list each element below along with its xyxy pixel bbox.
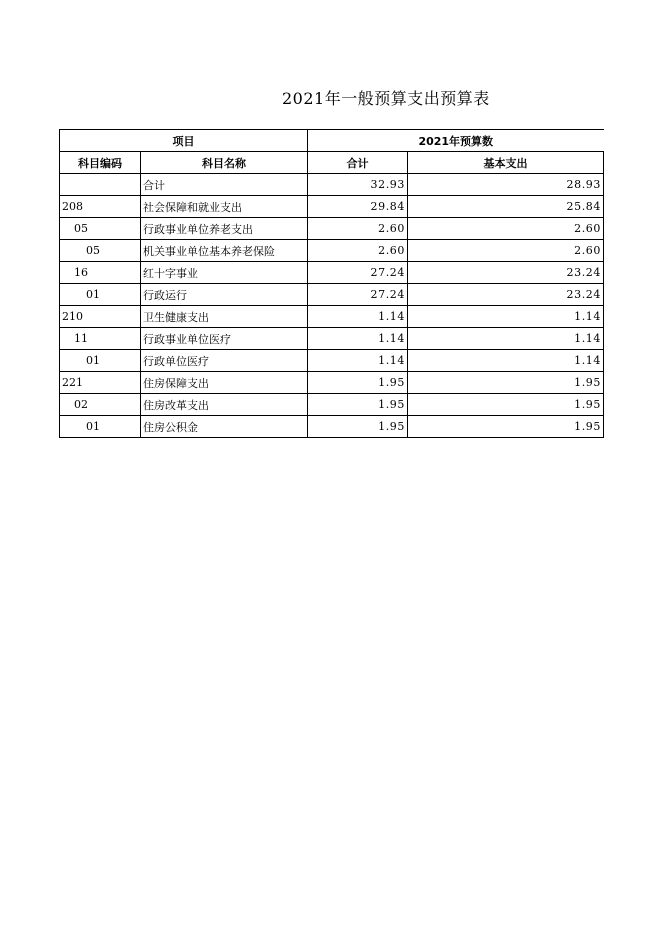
cell-code: [60, 174, 141, 196]
header-row-columns: [60, 152, 604, 174]
cell-basic: 23.24: [408, 284, 604, 306]
table-row: [60, 394, 604, 416]
cell-basic: 1.14: [408, 328, 604, 350]
cell-basic: 25.84: [408, 196, 604, 218]
cell-code: 208: [60, 196, 141, 218]
cell-name: 住房保障支出: [141, 372, 308, 394]
cell-basic: 1.95: [408, 394, 604, 416]
cell-code: 01: [60, 284, 141, 306]
table-row: [60, 240, 604, 262]
header-name: 科目名称: [141, 152, 308, 174]
cell-basic: 2.60: [408, 218, 604, 240]
cell-total: 29.84: [308, 196, 408, 218]
table-row: [60, 306, 604, 328]
cell-code: 05: [60, 218, 141, 240]
page-title: 2021年一般预算支出预算表: [282, 89, 490, 108]
cell-name: 行政单位医疗: [141, 350, 308, 372]
header-budget-group: 2021年预算数: [308, 130, 604, 152]
cell-basic: 1.14: [408, 306, 604, 328]
cell-basic: 23.24: [408, 262, 604, 284]
header-row-group: [60, 130, 604, 152]
table-row: [60, 328, 604, 350]
cell-name: 行政事业单位养老支出: [141, 218, 308, 240]
cell-total: 1.14: [308, 306, 408, 328]
table-row: [60, 416, 604, 438]
cell-name: 行政运行: [141, 284, 308, 306]
cell-basic: 28.93: [408, 174, 604, 196]
cell-total: 1.14: [308, 350, 408, 372]
table-row: [60, 196, 604, 218]
cell-name: 机关事业单位基本养老保险: [141, 240, 308, 262]
cell-total: 27.24: [308, 284, 408, 306]
cell-total: 1.95: [308, 372, 408, 394]
table-row: [60, 350, 604, 372]
table-body: [60, 174, 604, 438]
cell-name: 住房公积金: [141, 416, 308, 438]
cell-total: 27.24: [308, 262, 408, 284]
cell-basic: 2.60: [408, 240, 604, 262]
cell-code: 16: [60, 262, 141, 284]
cell-code: 01: [60, 416, 141, 438]
cell-name: 红十字事业: [141, 262, 308, 284]
cell-basic: 1.14: [408, 350, 604, 372]
cell-code: 05: [60, 240, 141, 262]
table-row: [60, 372, 604, 394]
cell-name: 合计: [141, 174, 308, 196]
cell-total: 32.93: [308, 174, 408, 196]
cell-code: 11: [60, 328, 141, 350]
cell-basic: 1.95: [408, 372, 604, 394]
header-basic: 基本支出: [408, 152, 604, 174]
cell-code: 01: [60, 350, 141, 372]
budget-table: [59, 129, 604, 438]
header-code: 科目编码: [60, 152, 141, 174]
table-row: [60, 284, 604, 306]
cell-name: 卫生健康支出: [141, 306, 308, 328]
cell-basic: 1.95: [408, 416, 604, 438]
header-project: 项目: [60, 130, 308, 152]
cell-name: 社会保障和就业支出: [141, 196, 308, 218]
table-row: [60, 262, 604, 284]
cell-total: 2.60: [308, 240, 408, 262]
cell-name: 住房改革支出: [141, 394, 308, 416]
cell-code: 210: [60, 306, 141, 328]
table-row: [60, 218, 604, 240]
cell-total: 1.95: [308, 394, 408, 416]
cell-code: 221: [60, 372, 141, 394]
cell-code: 02: [60, 394, 141, 416]
cell-name: 行政事业单位医疗: [141, 328, 308, 350]
header-total: 合计: [308, 152, 408, 174]
cell-total: 1.95: [308, 416, 408, 438]
cell-total: 2.60: [308, 218, 408, 240]
table-row: [60, 174, 604, 196]
cell-total: 1.14: [308, 328, 408, 350]
